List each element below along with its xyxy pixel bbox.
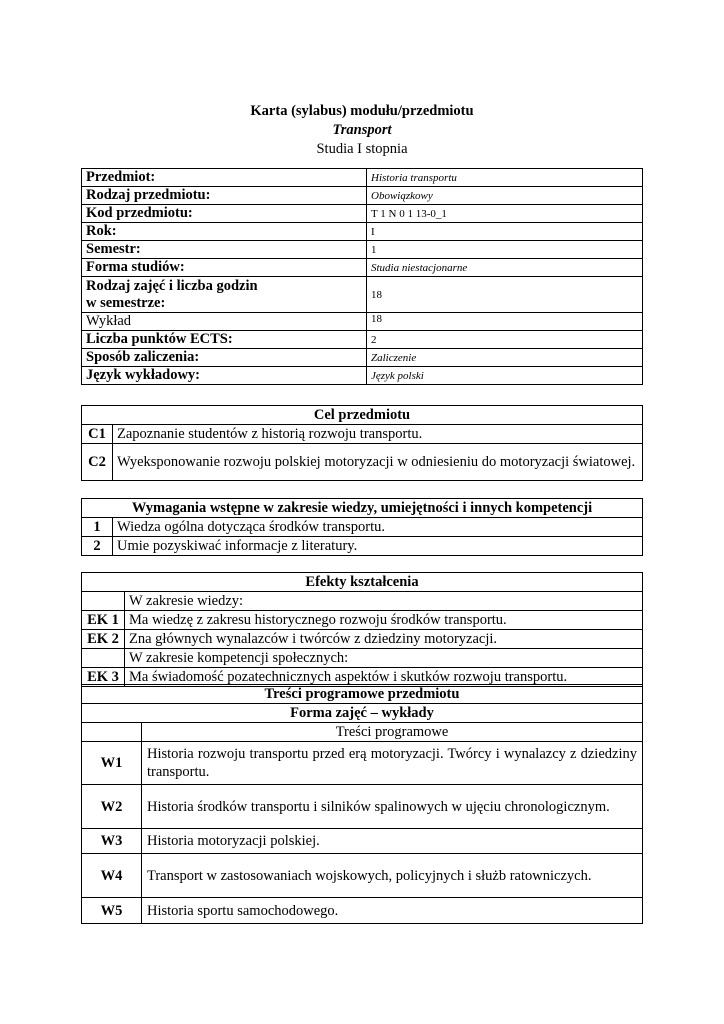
info-value: Zaliczenie <box>367 349 643 367</box>
outcome-text: Ma wiedzę z zakresu historycznego rozwoju środków transportu. <box>125 611 643 630</box>
outcome-text: Ma świadomość pozatechnicznych aspektów i skutków rozwoju transportu. <box>125 668 643 687</box>
info-label-line: Rodzaj zajęć i liczba godzin <box>86 277 258 294</box>
document-title: Karta (sylabus) modułu/przedmiotu <box>250 103 474 119</box>
outcomes-header-row <box>82 573 643 592</box>
info-label: Sposób zaliczenia: <box>82 349 367 367</box>
info-label: Przedmiot: <box>82 169 367 187</box>
prereq-code: 2 <box>82 537 113 556</box>
info-value: Język polski <box>367 367 643 385</box>
content-row <box>82 898 643 924</box>
info-row <box>82 241 643 259</box>
prereq-text: Wiedza ogólna dotycząca środków transportu. <box>113 518 643 537</box>
info-value: I <box>367 223 643 241</box>
info-value: Historia transportu <box>367 169 643 187</box>
content-text: Historia rozwoju transportu przed erą motoryzacji. Twórcy i wynalazcy z dziedziny transportu. <box>142 742 643 785</box>
info-value: Studia niestacjonarne <box>367 259 643 277</box>
content-code: W5 <box>82 898 142 924</box>
info-label <box>82 277 367 313</box>
info-row <box>82 331 643 349</box>
content-row <box>82 854 643 898</box>
outcome-code: EK 2 <box>82 630 125 649</box>
goals-header-row <box>82 406 643 425</box>
outcomes-heading: Efekty kształcenia <box>82 573 643 592</box>
course-goals-table <box>81 405 643 481</box>
info-label: Wykład <box>82 313 367 331</box>
content-text: Historia środków transportu i silników spalinowych w ujęciu chronologicznym. <box>142 785 643 829</box>
outcome-text: Zna głównych wynalazców i twórców z dziedziny motoryzacji. <box>125 630 643 649</box>
content-form-label: Forma zajęć – wykłady <box>82 704 643 723</box>
info-value: 18 <box>367 313 643 331</box>
info-label: Forma studiów: <box>82 259 367 277</box>
content-code: W4 <box>82 854 142 898</box>
content-text: Historia sportu samochodowego. <box>142 898 643 924</box>
info-value: 2 <box>367 331 643 349</box>
info-label-line: w semestrze: <box>86 294 166 311</box>
prereq-row <box>82 518 643 537</box>
goal-code: C2 <box>82 444 113 481</box>
info-row <box>82 367 643 385</box>
empty-cell <box>82 592 125 611</box>
info-label: Rodzaj przedmiotu: <box>82 187 367 205</box>
outcomes-section-row <box>82 592 643 611</box>
goal-row <box>82 425 643 444</box>
content-header-row <box>82 685 643 704</box>
content-form-row <box>82 704 643 723</box>
content-column-row <box>82 723 643 742</box>
info-value: Obowiązkowy <box>367 187 643 205</box>
content-column-header: Treści programowe <box>142 723 643 742</box>
outcomes-section-label: W zakresie kompetencji społecznych: <box>125 649 643 668</box>
info-row <box>82 349 643 367</box>
prerequisites-table <box>81 498 643 556</box>
goal-text: Zapoznanie studentów z historią rozwoju transportu. <box>113 425 643 444</box>
learning-outcomes-table <box>81 572 643 687</box>
course-info-table <box>81 168 643 385</box>
prereq-row <box>82 537 643 556</box>
prereq-code: 1 <box>82 518 113 537</box>
info-value: 18 <box>367 277 643 313</box>
info-row <box>82 205 643 223</box>
info-label: Kod przedmiotu: <box>82 205 367 223</box>
empty-cell <box>82 723 142 742</box>
goal-row <box>82 444 643 481</box>
content-row <box>82 829 643 854</box>
content-text: Historia motoryzacji polskiej. <box>142 829 643 854</box>
info-label: Rok: <box>82 223 367 241</box>
info-row <box>82 313 643 331</box>
program-content-table <box>81 684 643 924</box>
prereq-text: Umie pozyskiwać informacje z literatury. <box>113 537 643 556</box>
info-row <box>82 277 643 313</box>
info-label: Semestr: <box>82 241 367 259</box>
prereq-header-row <box>82 499 643 518</box>
study-level: Studia I stopnia <box>316 141 408 157</box>
content-code: W1 <box>82 742 142 785</box>
info-value: 1 <box>367 241 643 259</box>
program-name: Transport <box>332 122 392 138</box>
content-heading: Treści programowe przedmiotu <box>82 685 643 704</box>
prerequisites-heading: Wymagania wstępne w zakresie wiedzy, umiejętności i innych kompetencji <box>82 499 643 518</box>
outcomes-section-label: W zakresie wiedzy: <box>125 592 643 611</box>
content-row <box>82 785 643 829</box>
outcome-code: EK 1 <box>82 611 125 630</box>
document-header <box>0 102 724 159</box>
info-label: Liczba punktów ECTS: <box>82 331 367 349</box>
content-row <box>82 742 643 785</box>
info-row <box>82 259 643 277</box>
goal-text: Wyeksponowanie rozwoju polskiej motoryzacji w odniesieniu do motoryzacji światowej. <box>113 444 643 481</box>
outcome-code: EK 3 <box>82 668 125 687</box>
info-row <box>82 223 643 241</box>
content-text: Transport w zastosowaniach wojskowych, policyjnych i służb ratowniczych. <box>142 854 643 898</box>
info-label: Język wykładowy: <box>82 367 367 385</box>
outcomes-section-row <box>82 649 643 668</box>
info-row <box>82 169 643 187</box>
content-code: W2 <box>82 785 142 829</box>
content-code: W3 <box>82 829 142 854</box>
empty-cell <box>82 649 125 668</box>
goal-code: C1 <box>82 425 113 444</box>
goals-heading: Cel przedmiotu <box>82 406 643 425</box>
info-value: T 1 N 0 1 13-0_1 <box>367 205 643 223</box>
info-row <box>82 187 643 205</box>
outcome-row <box>82 611 643 630</box>
outcome-row <box>82 630 643 649</box>
